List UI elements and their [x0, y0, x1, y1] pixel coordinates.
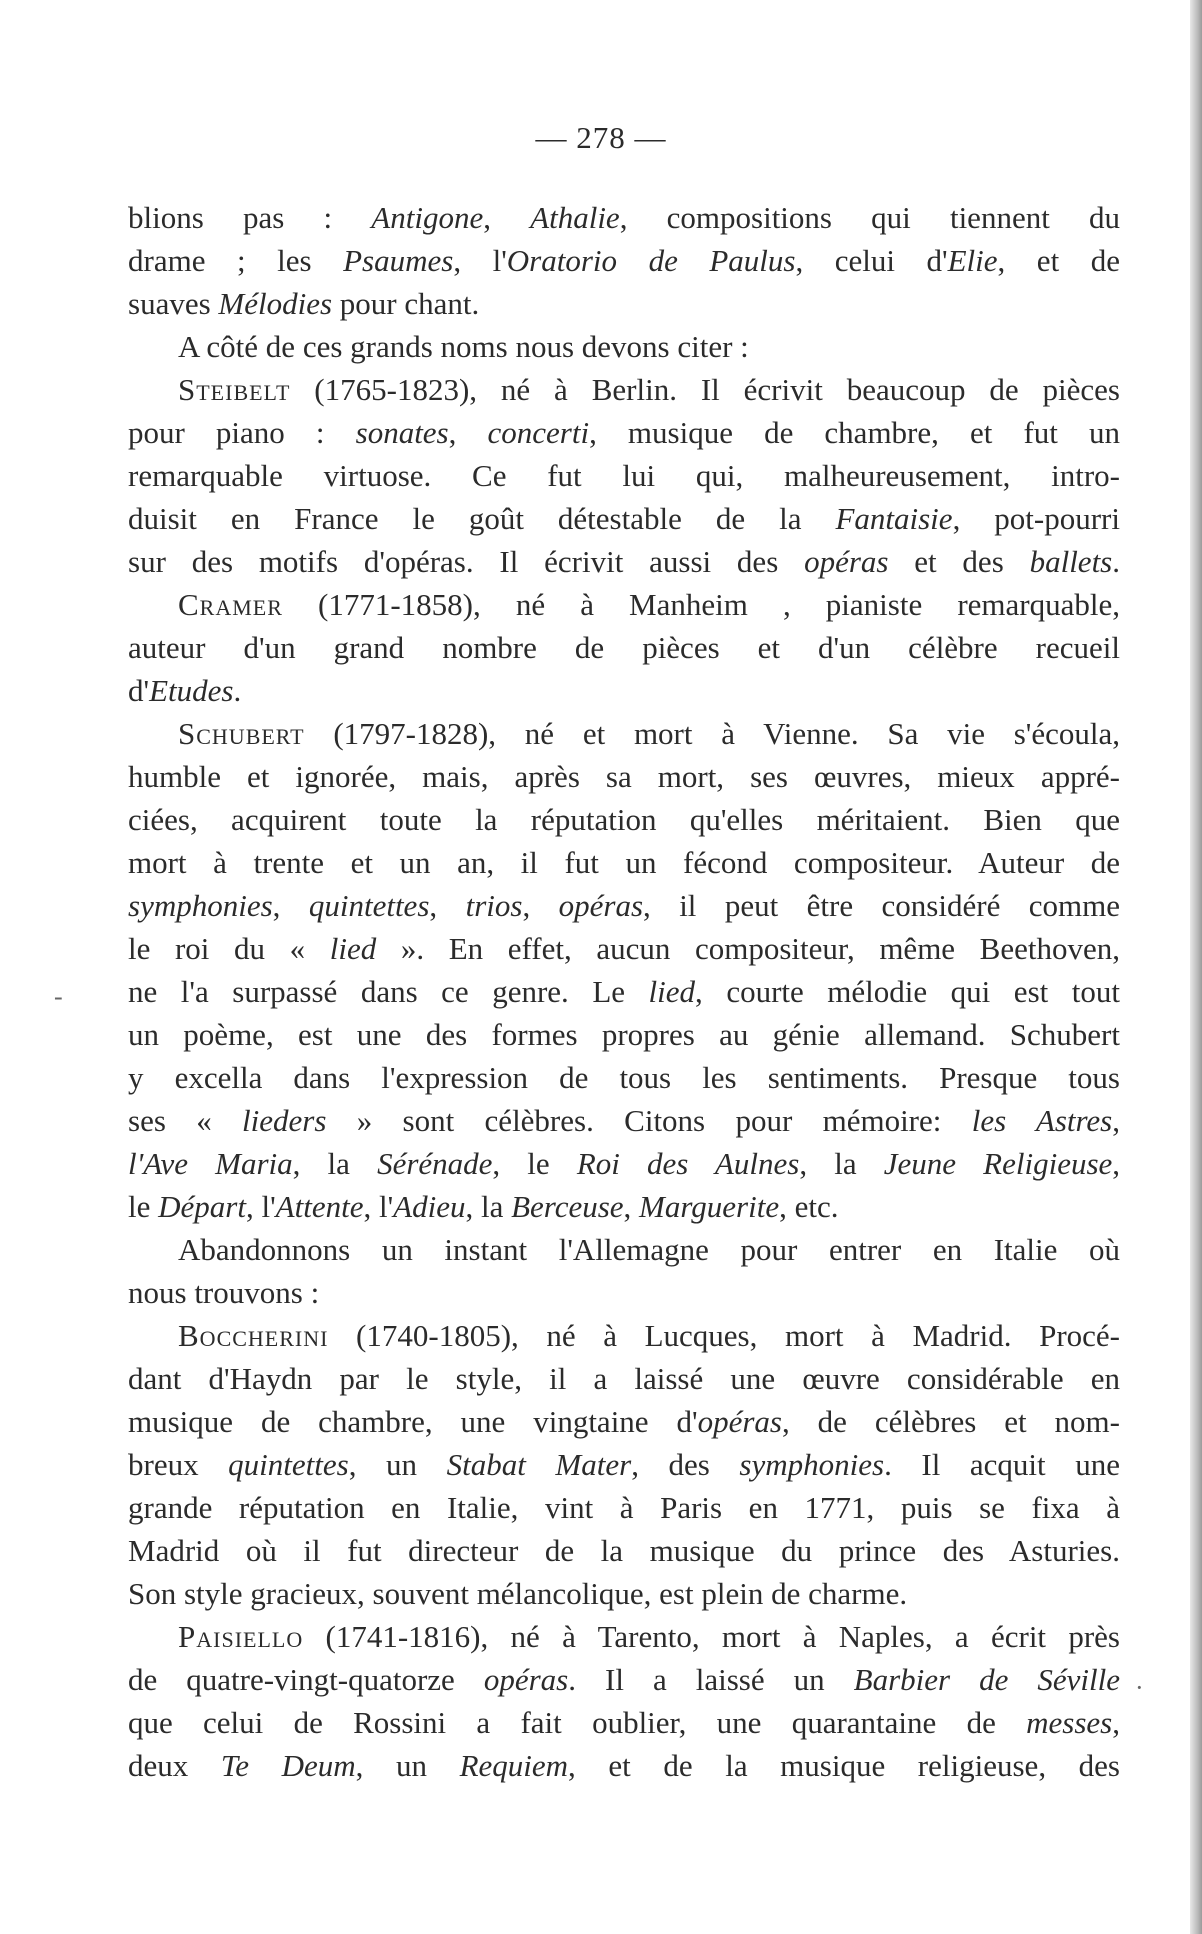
text-run: musique de chambre, une vingtaine d' — [128, 1404, 698, 1439]
text-run: , il peut être considéré comme — [643, 888, 1121, 923]
text-run: , celui d' — [795, 243, 948, 278]
italic-title: Elie — [947, 243, 998, 278]
text-line — [128, 841, 1120, 884]
text-run: dant d'Haydn par le style, il a laissé une œuvre considérable en — [128, 1361, 1120, 1396]
italic-title: Départ — [158, 1189, 246, 1224]
italic-title: l'Ave Maria — [128, 1146, 293, 1181]
text-line — [128, 196, 1120, 239]
text-run: humble et ignorée, mais, après sa mort, ses œuvres, mieux appré- — [128, 759, 1120, 794]
text-run: suaves — [128, 286, 219, 321]
italic-title: Fantaisie — [835, 501, 953, 536]
text-run: (1741-1816), né à Tarento, mort à Naples, a écrit près — [303, 1619, 1120, 1654]
text-run: (1771-1858), né à Manheim , pianiste remarquable, — [282, 587, 1120, 622]
italic-title: quintettes — [308, 888, 430, 923]
body-text — [128, 196, 1120, 1787]
text-line — [128, 239, 1120, 282]
text-run: (1765-1823), né à Berlin. Il écrivit beaucoup de pièces — [290, 372, 1120, 407]
text-line — [128, 1185, 1120, 1228]
text-line — [128, 1099, 1120, 1142]
text-line — [128, 540, 1120, 583]
text-run: , pot-pourri — [952, 501, 1120, 536]
page-number: — 278 — — [535, 120, 667, 155]
text-run: , — [483, 200, 531, 235]
text-line — [128, 1228, 1120, 1271]
italic-title: symphonies — [128, 888, 273, 923]
text-run: grande réputation en Italie, vint à Paris en 1771, puis se fixa à — [128, 1490, 1120, 1525]
text-line — [128, 1658, 1120, 1701]
trailing-mark: · — [1135, 1673, 1144, 1702]
text-run: ciées, acquirent toute la réputation qu'elles méritaient. Bien que — [128, 802, 1120, 837]
text-run: , — [1112, 1705, 1120, 1740]
italic-title: ballets — [1029, 544, 1113, 579]
text-run: pour chant. — [332, 286, 480, 321]
italic-title: Stabat Mater — [446, 1447, 632, 1482]
italic-title: opéras — [558, 888, 644, 923]
text-run: A côté de ces grands noms nous devons citer : — [178, 329, 749, 364]
text-line — [128, 497, 1120, 540]
text-run: drame ; les — [128, 243, 344, 278]
text-run: , etc. — [779, 1189, 839, 1224]
italic-title: Etudes — [149, 673, 234, 708]
text-run: , courte mélodie qui est tout — [695, 974, 1120, 1009]
text-run: , — [623, 1189, 640, 1224]
text-run: ses « — [128, 1103, 243, 1138]
italic-title: Antigone — [371, 200, 484, 235]
italic-title: opéras — [697, 1404, 782, 1439]
text-run: pour piano : — [128, 415, 356, 450]
text-run: un poème, est une des formes propres au génie allemand. Schubert — [128, 1017, 1120, 1052]
text-line — [128, 1271, 1120, 1314]
text-run: deux — [128, 1748, 221, 1783]
text-run: Abandonnons un instant l'Allemagne pour entrer en Italie où — [178, 1232, 1120, 1267]
text-line — [128, 1529, 1120, 1572]
text-line — [128, 970, 1120, 1013]
text-line — [128, 325, 1120, 368]
italic-title: Mélodies — [218, 286, 333, 321]
text-run: duisit en France le goût détestable de la — [128, 501, 836, 536]
text-run: , un — [355, 1748, 460, 1783]
text-run: (1797-1828), né et mort à Vienne. Sa vie s'écoula, — [304, 716, 1120, 751]
margin-mark: - — [54, 982, 63, 1011]
italic-title: sonates — [355, 415, 449, 450]
composer-name: Steibelt — [178, 372, 291, 407]
text-run: que celui de Rossini a fait oublier, une quarantaine de — [128, 1705, 1027, 1740]
italic-title: quintettes — [228, 1447, 349, 1482]
text-run: nous trouvons : — [128, 1275, 320, 1310]
italic-title: Oratorio de Paulus — [506, 243, 796, 278]
text-run: , — [1112, 1103, 1120, 1138]
text-line — [128, 1443, 1120, 1486]
text-run: mort à trente et un an, il fut un fécond compositeur. Auteur de — [128, 845, 1120, 880]
text-run: . — [1112, 544, 1120, 579]
text-run: (1740-1805), né à Lucques, mort à Madrid. Procé- — [328, 1318, 1120, 1353]
italic-title: Barbier de Séville — [853, 1662, 1120, 1697]
text-line — [128, 1615, 1120, 1658]
text-run: , musique de chambre, et fut un — [589, 415, 1121, 450]
text-line — [128, 669, 1120, 712]
text-run: , l' — [245, 1189, 276, 1224]
text-line — [128, 1314, 1120, 1357]
text-run: , la — [465, 1189, 512, 1224]
text-run: , la — [292, 1146, 378, 1181]
text-line — [128, 1400, 1120, 1443]
italic-title: Te Deum — [220, 1748, 356, 1783]
text-run: ». En effet, aucun compositeur, même Beethoven, — [376, 931, 1120, 966]
text-line — [128, 583, 1120, 626]
text-line — [128, 884, 1120, 927]
italic-title: Berceuse — [511, 1189, 624, 1224]
italic-title: Requiem — [459, 1748, 569, 1783]
italic-title: opéras — [483, 1662, 569, 1697]
text-line — [128, 411, 1120, 454]
text-line — [128, 798, 1120, 841]
text-run: , la — [799, 1146, 884, 1181]
text-run: de quatre-vingt-quatorze — [128, 1662, 484, 1697]
text-run: , — [272, 888, 309, 923]
text-line — [128, 1142, 1120, 1185]
text-line — [128, 1357, 1120, 1400]
text-line — [128, 454, 1120, 497]
italic-title: opéras — [804, 544, 889, 579]
text-run: ne l'a surpassé dans ce genre. Le — [128, 974, 649, 1009]
text-run: le roi du « — [128, 931, 330, 966]
italic-title: Roi des Aulnes — [576, 1146, 800, 1181]
italic-title: Psaumes — [343, 243, 454, 278]
composer-name: Cramer — [178, 587, 283, 622]
text-run: . — [233, 673, 242, 708]
composer-name: Paisiello — [178, 1619, 304, 1654]
text-line — [128, 1744, 1120, 1787]
text-line — [128, 1056, 1120, 1099]
composer-name: Boccherini — [178, 1318, 329, 1353]
text-line — [128, 626, 1120, 669]
text-run: . Il acquit une — [884, 1447, 1120, 1482]
text-run: , un — [348, 1447, 447, 1482]
text-run: auteur d'un grand nombre de pièces et d'un célèbre recueil — [128, 630, 1120, 665]
text-run: , l' — [453, 243, 507, 278]
italic-title: concerti — [487, 415, 590, 450]
text-run: , compositions qui tiennent du — [619, 200, 1121, 235]
text-run: y excella dans l'expression de tous les sentiments. Presque tous — [128, 1060, 1120, 1095]
composer-name: Schubert — [178, 716, 305, 751]
text-line — [128, 1486, 1120, 1529]
italic-title: Attente — [275, 1189, 364, 1224]
italic-title: les Astres — [971, 1103, 1113, 1138]
italic-title: messes — [1026, 1705, 1113, 1740]
italic-title: lied — [648, 974, 696, 1009]
text-run: , — [429, 888, 466, 923]
text-run: Madrid où il fut directeur de la musique du prince des Asturies. — [128, 1533, 1120, 1568]
text-run: breux — [128, 1447, 229, 1482]
text-run: , — [448, 415, 488, 450]
italic-title: Jeune Religieuse — [883, 1146, 1113, 1181]
italic-title: lied — [329, 931, 377, 966]
text-run: et des — [888, 544, 1030, 579]
text-run: sur des motifs d'opéras. Il écrivit aussi des — [128, 544, 805, 579]
text-line — [128, 1013, 1120, 1056]
text-run: , des — [631, 1447, 740, 1482]
text-run: , et de la musique religieuse, des — [568, 1748, 1120, 1783]
text-run: remarquable virtuose. Ce fut lui qui, malheureusement, intro- — [128, 458, 1120, 493]
text-line — [128, 282, 1120, 325]
italic-title: Adieu — [393, 1189, 466, 1224]
text-run: » sont célèbres. Citons pour mémoire: — [326, 1103, 972, 1138]
text-run: le — [128, 1189, 159, 1224]
text-run: Son style gracieux, souvent mélancolique, est plein de charme. — [128, 1576, 908, 1611]
text-line — [128, 927, 1120, 970]
text-run: , l' — [363, 1189, 394, 1224]
text-run: , — [522, 888, 559, 923]
text-run: blions pas : — [128, 200, 372, 235]
text-run: , le — [492, 1146, 577, 1181]
text-run: d' — [128, 673, 150, 708]
text-line — [128, 368, 1120, 411]
page-edge-shadow — [1190, 0, 1202, 1934]
italic-title: Marguerite — [639, 1189, 780, 1224]
text-run: , de célèbres et nom- — [781, 1404, 1120, 1439]
italic-title: Athalie — [530, 200, 620, 235]
text-line — [128, 712, 1120, 755]
italic-title: trios — [465, 888, 523, 923]
text-run: , — [1112, 1146, 1121, 1181]
text-run: . Il a laissé un — [568, 1662, 854, 1697]
text-line — [128, 755, 1120, 798]
text-line — [128, 1701, 1120, 1744]
italic-title: Sérénade — [377, 1146, 493, 1181]
italic-title: lieders — [242, 1103, 327, 1138]
text-run: , et de — [997, 243, 1120, 278]
text-line — [128, 1572, 1120, 1615]
italic-title: symphonies — [739, 1447, 885, 1482]
